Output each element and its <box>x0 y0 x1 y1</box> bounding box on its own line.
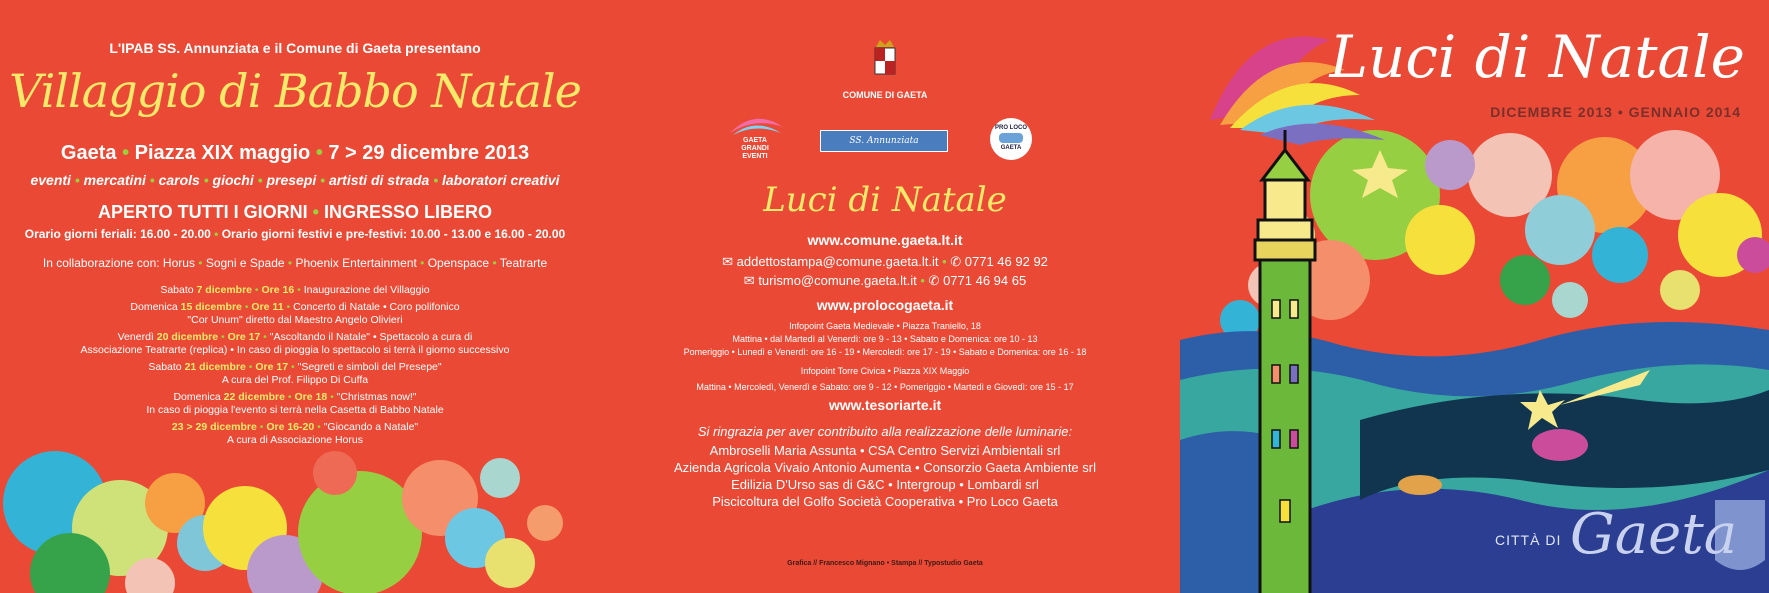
gge-swoosh-icon <box>725 113 785 137</box>
program-item: Venerdì 20 dicembre • Ore 17 • "Ascoltando il Natale" • Spettacolo a cura di <box>117 331 473 343</box>
citta-di-label: CITTÀ DI <box>1495 532 1562 548</box>
proloco-logo: PRO LOCO GAETA <box>990 118 1032 160</box>
program-item: Sabato 7 dicembre • Ore 16 • Inaugurazione del Villaggio <box>160 284 430 296</box>
program-item-sub: "Cor Unum" diretto dal Maestro Angelo Olivieri <box>187 314 403 326</box>
sponsors-list <box>590 442 1180 510</box>
mid-title: Luci di Natale <box>763 180 1007 220</box>
cover-title: Luci di Natale <box>1329 23 1745 91</box>
program-item: Sabato 21 dicembre • Ore 17 • "Segreti e simboli del Presepe" <box>148 361 442 373</box>
mail-icon: ✉ <box>722 254 733 269</box>
bubbles-decoration <box>0 443 590 593</box>
activities-line: eventi • mercatini • carols • giochi • presepi • artisti di strada • laboratori creativi <box>30 172 560 188</box>
program-item: 23 > 29 dicembre • Ore 16-20 • "Giocando a Natale" <box>171 421 419 433</box>
program-item-sub: A cura di Associazione Horus <box>227 434 363 446</box>
location-line: Gaeta • Piazza XIX maggio • 7 > 29 dicembre 2013 <box>60 142 530 164</box>
comune-crest-icon <box>870 38 900 78</box>
infopoint-hours: Mattina • dal Martedì al Venerdì: ore 9 - 13 • Sabato e Domenica: ore 10 - 13 <box>732 334 1038 344</box>
thanks-line: Si ringrazia per aver contribuito alla realizzazione delle luminarie: <box>697 424 1073 439</box>
contacts <box>590 252 1180 290</box>
sponsor-line: Edilizia D'Urso sas di G&C • Intergroup • Lombardi srl <box>731 477 1039 492</box>
sponsor-line: Ambroselli Maria Assunta • CSA Centro Servizi Ambientali srl <box>709 443 1061 458</box>
program-item: Domenica 15 dicembre • Ore 11 • Concerto di Natale • Coro polifonico <box>130 301 460 313</box>
comune-label: COMUNE DI GAETA <box>842 90 928 100</box>
website-comune: www.comune.gaeta.lt.it <box>807 232 963 248</box>
infopoint-title: Infopoint Gaeta Medievale • Piazza Traniello, 18 <box>789 321 981 331</box>
program-item-sub: In caso di pioggia l'evento si terrà nella Casetta di Babbo Natale <box>146 404 444 416</box>
gge-logo: GAETA GRANDI EVENTI <box>725 113 795 165</box>
hours-line: Orario giorni feriali: 16.00 - 20.00 • Orario giorni festivi e pre-festivi: 10.00 - 13.00 e 16.00 - 20.00 <box>24 227 566 241</box>
sponsor-line: Azienda Agricola Vivaio Antonio Aumenta • Consorzio Gaeta Ambiente srl <box>673 460 1096 475</box>
sponsor-line: Piscicoltura del Golfo Società Cooperativa • Pro Loco Gaeta <box>712 494 1058 509</box>
phone-icon: ✆ <box>950 254 962 269</box>
website-proloco: www.prolocogaeta.it <box>816 297 954 313</box>
right-panel <box>1180 0 1769 593</box>
open-line: APERTO TUTTI I GIORNI • INGRESSO LIBERO <box>97 202 492 222</box>
contact-row: ✉ addettostampa@comune.gaeta.lt.it • ✆ 0771 46 92 92 <box>722 254 1048 269</box>
infopoints <box>590 320 1180 394</box>
middle-panel <box>590 0 1180 593</box>
credits-line: Grafica // Francesco Mignano • Stampa // Typostudio Gaeta <box>787 560 983 567</box>
collaboration-line: In collaborazione con: Horus • Sogni e Spade • Phoenix Entertainment • Openspace • Teatrarte <box>42 256 548 270</box>
infopoint-title: Infopoint Torre Civica • Piazza XIX Maggio <box>800 366 970 376</box>
website-tesoriarte: www.tesoriarte.it <box>828 397 942 413</box>
infopoint-hours: Pomeriggio • Lunedì e Venerdì: ore 16 - 19 • Mercoledì: ore 17 - 19 • Sabato e Domenica: ore 16 - 18 <box>683 347 1087 357</box>
left-panel <box>0 0 590 593</box>
village-title: Villaggio di Babbo Natale <box>9 64 581 118</box>
program-list <box>0 284 590 447</box>
ss-annunziata-logo: SS. Annunziata <box>820 130 948 152</box>
city-name: Gaeta <box>1570 502 1738 567</box>
mail-icon: ✉ <box>743 273 755 288</box>
cover-dates: DICEMBRE 2013 • GENNAIO 2014 <box>1490 104 1741 120</box>
phone-icon: ✆ <box>928 273 940 288</box>
program-item-sub: A cura del Prof. Filippo Di Cuffa <box>221 374 369 386</box>
program-item-sub: Associazione Teatrarte (replica) • In caso di pioggia lo spettacolo si terrà il giorno successivo <box>80 344 510 356</box>
proloco-wave-icon <box>999 133 1023 143</box>
infopoint-hours: Mattina • Mercoledì, Venerdì e Sabato: ore 9 - 12 • Pomeriggio • Martedì e Giovedì: ore 15 - 17 <box>696 382 1074 392</box>
program-item: Domenica 22 dicembre • Ore 18 • "Christmas now!" <box>173 391 417 403</box>
presenters-line: L'IPAB SS. Annunziata e il Comune di Gaeta presentano <box>109 40 481 56</box>
contact-row: ✉ turismo@comune.gaeta.lt.it • ✆ 0771 46 94 65 <box>743 273 1027 288</box>
